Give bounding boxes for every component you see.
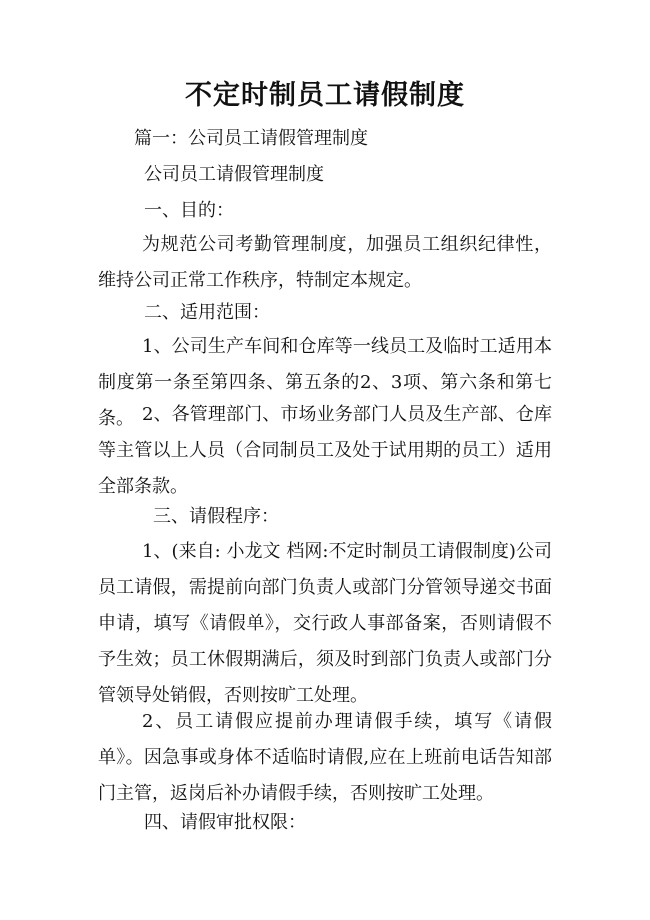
section3-item-1: 1、(来自: 小龙文 档网:不定时制员工请假制度)公司员工请假，需提前向部门负责人或部门分管领导递交书面申请，填写《请假单》，交行政人事部备案，否则请假不予生效；员工休假期满后，须及时到部门负责人或部门分管领导处销假，否则按旷工处理。 xyxy=(98,541,552,706)
heading-main: 公司员工请假管理制度 xyxy=(144,164,324,185)
section3-item-2: 2、员工请假应提前办理请假手续，填写《请假单》。因急事或身体不适临时请假,应在上班前电话告知部门主管，返岗后补办请假手续，否则按旷工处理。 xyxy=(98,711,552,804)
document-title: 不定时制员工请假制度 xyxy=(185,80,465,111)
section4-heading: 四、请假审批权限： xyxy=(144,812,306,833)
section2-heading: 二、适用范围： xyxy=(144,302,270,323)
section2-item-1: 1、公司生产车间和仓库等一线员工及临时工适用本制度第一条至第四条、第五条的2、3项、第六条和第七条。 xyxy=(98,336,552,429)
section1-heading: 一、目的： xyxy=(144,200,234,221)
section2-item-2: 2、各管理部门、市场业务部门人员及生产部、仓库等主管以上人员（合同制员工及处于试用期的员工）适用全部条款。 xyxy=(98,404,552,497)
section1-paragraph: 为规范公司考勤管理制度，加强员工组织纪律性，维持公司正常工作秩序，特制定本规定。 xyxy=(98,234,552,291)
subtitle: 篇一：公司员工请假管理制度 xyxy=(134,128,368,149)
section3-heading: 三、请假程序： xyxy=(153,506,279,527)
